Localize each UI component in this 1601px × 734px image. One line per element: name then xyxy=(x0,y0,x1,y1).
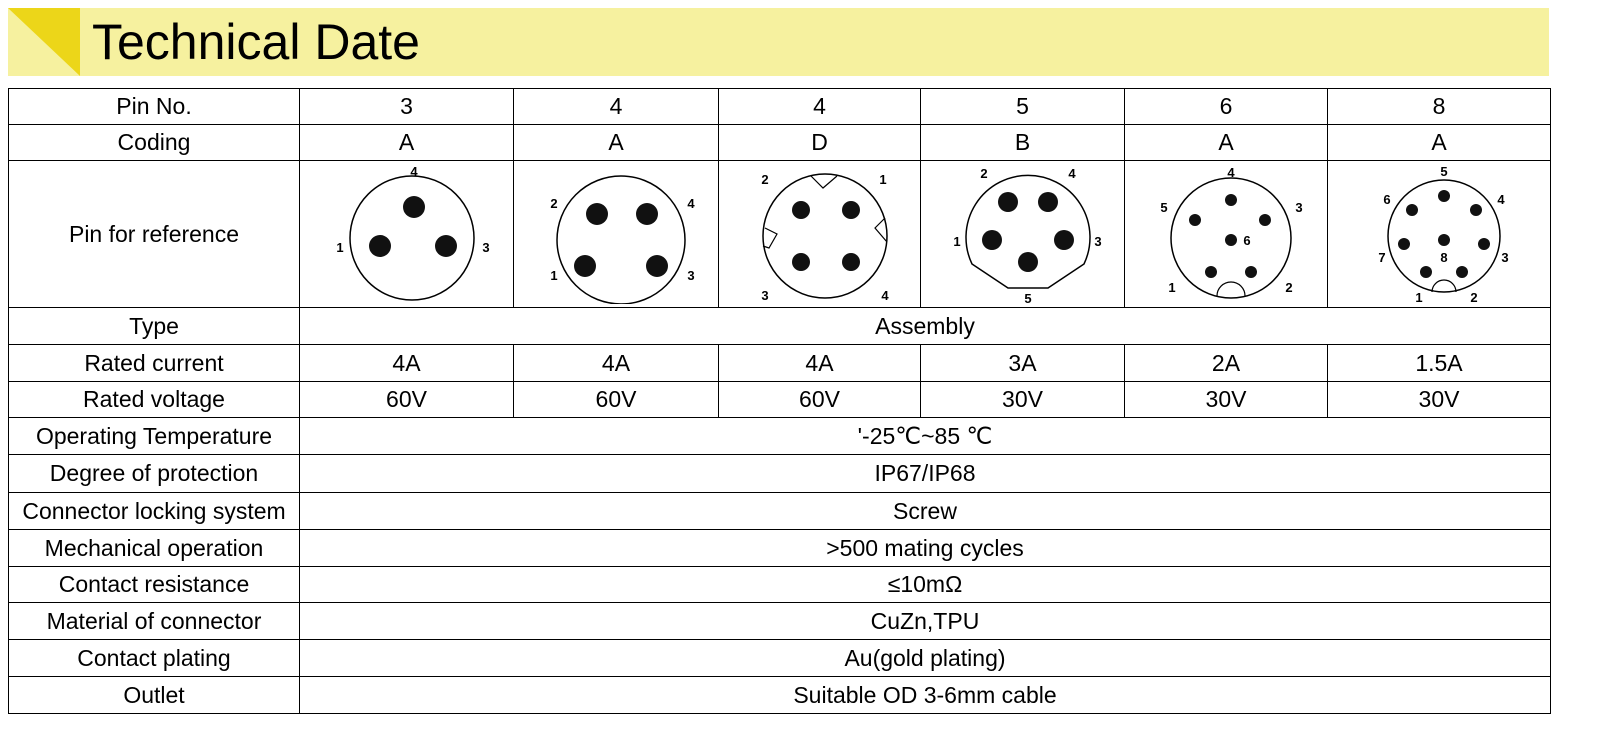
table-row xyxy=(9,345,1551,382)
table-cell: 3A xyxy=(921,345,1125,382)
pin-number-label: 1 xyxy=(878,172,887,187)
table-row xyxy=(9,382,1551,418)
page-title: Technical Date xyxy=(92,14,420,70)
table-cell: Suitable OD 3-6mm cable xyxy=(300,677,1551,714)
table-cell: 3 xyxy=(300,89,514,125)
table-row xyxy=(9,89,1551,125)
row-label-contact-resistance: Contact resistance xyxy=(9,567,300,603)
row-label-locking-system: Connector locking system xyxy=(9,493,300,530)
table-cell: >500 mating cycles xyxy=(300,530,1551,567)
pin-8-a-diagram xyxy=(1344,164,1534,304)
pin-diagram-cell xyxy=(921,161,1125,308)
pin-number-label: 3 xyxy=(1295,200,1303,215)
table-cell: '-25℃~85 ℃ xyxy=(300,418,1551,455)
table-cell: 4 xyxy=(719,89,921,125)
technical-data-table xyxy=(8,88,1551,714)
pin-number-label: 1 xyxy=(1415,290,1423,304)
pin-number-label: 2 xyxy=(550,196,558,211)
table-cell: 1.5A xyxy=(1328,345,1551,382)
pin-number-label: 1 xyxy=(952,234,961,249)
table-cell: IP67/IP68 xyxy=(300,455,1551,493)
row-label-rated-voltage: Rated voltage xyxy=(9,382,300,418)
table-cell: CuZn,TPU xyxy=(300,603,1551,640)
pin-number-label: 4 xyxy=(880,288,889,303)
table-cell: 5 xyxy=(921,89,1125,125)
pin-number-label: 8 xyxy=(1440,250,1448,265)
pin-diagram-cell xyxy=(1328,161,1551,308)
row-label-pin-ref: Pin for reference xyxy=(9,161,300,308)
pin-number-label: 2 xyxy=(1285,280,1293,295)
pin-number-label: 2 xyxy=(760,172,769,187)
pin-number-label: 4 xyxy=(687,196,695,211)
table-cell: 30V xyxy=(1328,382,1551,418)
table-cell: 30V xyxy=(921,382,1125,418)
table-cell: 30V xyxy=(1125,382,1328,418)
table-row xyxy=(9,493,1551,530)
pin-number-label: 4 xyxy=(1497,192,1505,207)
row-label-coding: Coding xyxy=(9,125,300,161)
pin-number-label: 7 xyxy=(1378,250,1386,265)
table-cell: 6 xyxy=(1125,89,1328,125)
pin-diagram-cell xyxy=(719,161,921,308)
table-row xyxy=(9,455,1551,493)
table-row xyxy=(9,640,1551,677)
pin-5-b-diagram xyxy=(928,164,1118,304)
table-row xyxy=(9,567,1551,603)
table-cell: Screw xyxy=(300,493,1551,530)
pin-number-label: 5 xyxy=(1160,200,1168,215)
pin-number-label: 1 xyxy=(1168,280,1176,295)
table-cell: D xyxy=(719,125,921,161)
pin-number-label: 3 xyxy=(481,240,490,255)
pin-number-label: 5 xyxy=(1023,291,1032,304)
pin-number-label: 5 xyxy=(1440,164,1448,179)
pin-number-label: 6 xyxy=(1383,192,1391,207)
row-label-pin-no: Pin No. xyxy=(9,89,300,125)
pin-number-label: 2 xyxy=(979,166,988,181)
pin-number-label: 4 xyxy=(1067,166,1076,181)
table-cell: B xyxy=(921,125,1125,161)
pin-number-label: 3 xyxy=(760,288,769,303)
pin-6-a-diagram xyxy=(1131,164,1321,304)
table-row xyxy=(9,125,1551,161)
pin-diagram-cell xyxy=(514,161,719,308)
table-cell: 4A xyxy=(514,345,719,382)
pin-number-label: 2 xyxy=(1470,290,1478,304)
table-cell: 2A xyxy=(1125,345,1328,382)
pin-number-label: 4 xyxy=(409,164,418,179)
table-cell: Assembly xyxy=(300,308,1551,345)
row-label-mechanical-operation: Mechanical operation xyxy=(9,530,300,567)
row-label-material: Material of connector xyxy=(9,603,300,640)
pin-number-label: 1 xyxy=(335,240,344,255)
pin-diagram-cell xyxy=(1125,161,1328,308)
table-row xyxy=(9,308,1551,345)
table-cell: 4 xyxy=(514,89,719,125)
row-label-outlet: Outlet xyxy=(9,677,300,714)
row-label-degree-of-protection: Degree of protection xyxy=(9,455,300,493)
table-row xyxy=(9,161,1551,308)
table-cell: 4A xyxy=(300,345,514,382)
pin-4-a-diagram xyxy=(521,164,711,304)
table-row xyxy=(9,677,1551,714)
pin-number-label: 4 xyxy=(1227,165,1235,180)
table-cell: 60V xyxy=(719,382,921,418)
table-cell: Au(gold plating) xyxy=(300,640,1551,677)
table-cell: 8 xyxy=(1328,89,1551,125)
table-cell: A xyxy=(300,125,514,161)
pin-4-d-diagram xyxy=(725,164,915,304)
header-accent-triangle xyxy=(8,8,88,76)
table-row xyxy=(9,603,1551,640)
pin-diagram-cell xyxy=(300,161,514,308)
table-cell: 60V xyxy=(300,382,514,418)
pin-3-a-diagram xyxy=(312,164,502,304)
table-cell: ≤10mΩ xyxy=(300,567,1551,603)
table-cell: 60V xyxy=(514,382,719,418)
pin-number-label: 6 xyxy=(1243,233,1251,248)
row-label-operating-temperature: Operating Temperature xyxy=(9,418,300,455)
table-cell: A xyxy=(1125,125,1328,161)
pin-number-label: 3 xyxy=(1501,250,1509,265)
table-cell: 4A xyxy=(719,345,921,382)
row-label-rated-current: Rated current xyxy=(9,345,300,382)
pin-number-label: 3 xyxy=(687,268,695,283)
table-cell: A xyxy=(1328,125,1551,161)
pin-number-label: 3 xyxy=(1093,234,1102,249)
row-label-contact-plating: Contact plating xyxy=(9,640,300,677)
pin-number-label: 1 xyxy=(550,268,558,283)
table-row xyxy=(9,530,1551,567)
table-row xyxy=(9,418,1551,455)
table-cell: A xyxy=(514,125,719,161)
row-label-type: Type xyxy=(9,308,300,345)
